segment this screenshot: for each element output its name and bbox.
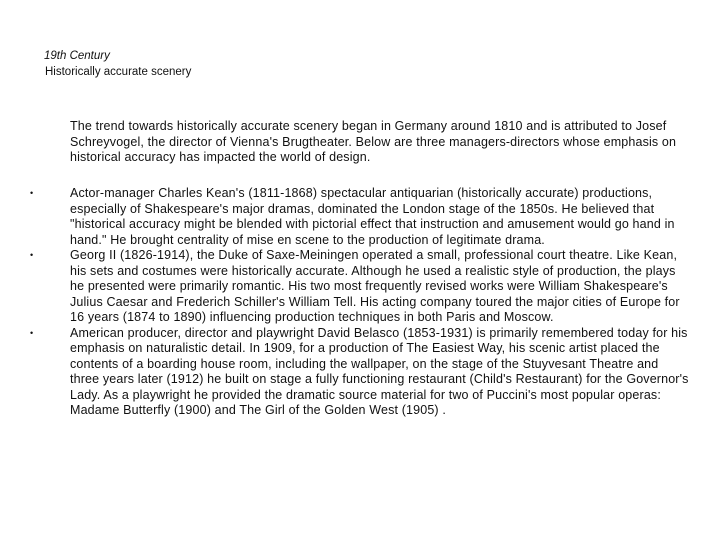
- bullet-text: Georg II (1826-1914), the Duke of Saxe-Meiningen operated a small, professional court theatre. Like Kean, his sets and costumes were historically accurate. Although he used a realistic style of production, the plays he presented were primarily romantic. His two most frequently revised works were William Shakespeare's Julius Caesar and Frederich Schiller's William Tell. His acting company toured the major cities of Europe for 16 years (1874 to 1890) influencing production techniques in both Paris and Moscow.: [70, 248, 680, 324]
- list-item: [30, 325, 690, 419]
- slide-subtitle: Historically accurate scenery: [45, 66, 192, 78]
- bullet-icon: •: [30, 327, 34, 338]
- bullet-icon: •: [30, 188, 34, 198]
- bullet-list: [30, 186, 690, 419]
- bullet-text: American producer, director and playwright David Belasco (1853-1931) is primarily remembered today for his emphasis on naturalistic detail. In 1909, for a production of The Easiest Way, his scenic artist placed the contents of a boarding house room, including the wallpaper, on the stage of the Stuyvesant Theatre and three years later (1912) he built on stage a fully functioning restaurant (Child's Restaurant) for the Governor's Lady. As a playwright he provided the dramatic source material for two of Puccini's most popular operas: Madame Butterfly (1900) and The Girl of the Golden West (1905) .: [70, 325, 689, 417]
- intro-paragraph: The trend towards historically accurate scenery began in Germany around 1810 and is attributed to Josef Schreyvogel, the director of Vienna's Brugtheater. Below are three managers-directors whose emphasis on historical accuracy has impacted the world of design.: [70, 119, 677, 164]
- list-item: [30, 248, 690, 326]
- bullet-icon: •: [30, 250, 34, 260]
- list-item: [30, 186, 690, 248]
- slide-title: 19th Century: [44, 50, 110, 62]
- bullet-text: Actor-manager Charles Kean's (1811-1868) spectacular antiquarian (historically accurate) productions, especially of Shakespeare's major dramas, dominated the London stage of the 1850s. He believed that "historical accuracy might be blended with pictorial effect that instruction and amusement would go hand in hand." He brought centrality of mise en scene to the production of legitimate drama.: [70, 186, 675, 247]
- slide-header: [44, 48, 191, 80]
